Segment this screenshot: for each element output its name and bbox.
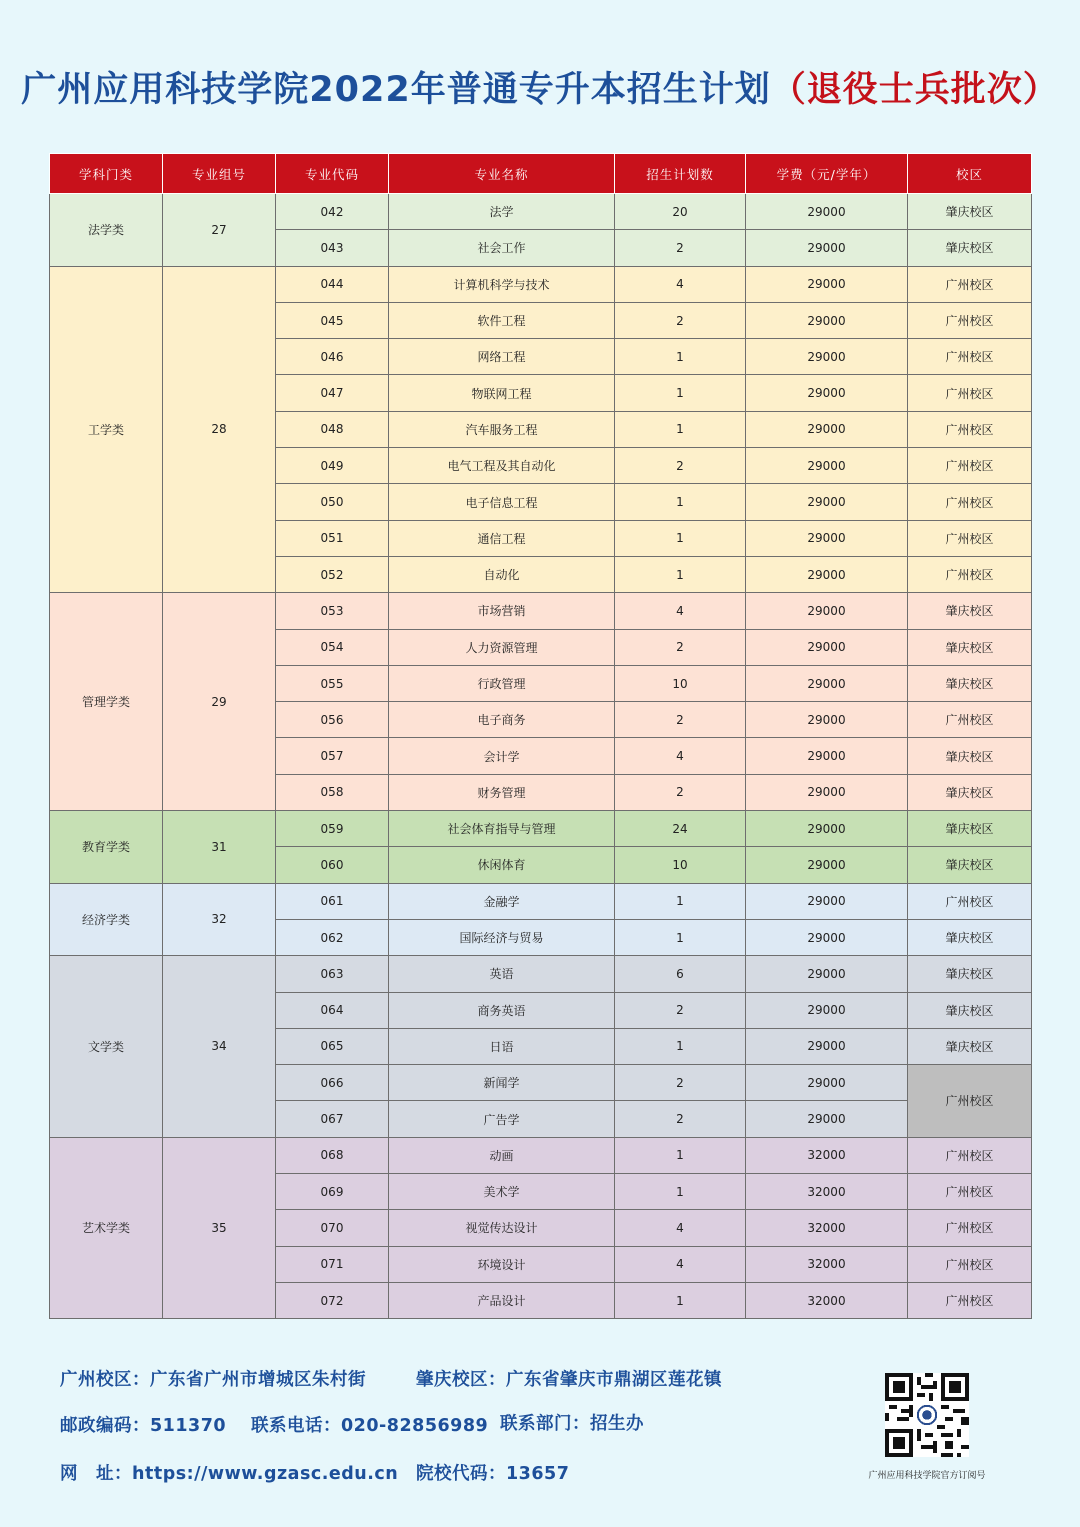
- category-cell: 教育学类: [50, 811, 163, 884]
- major-name-cell: 环境设计: [389, 1246, 615, 1282]
- campus-cell: 广州校区: [908, 484, 1032, 520]
- major-code-cell: 071: [276, 1246, 389, 1282]
- page-title: [0, 62, 1080, 112]
- tuition-cell: 29000: [746, 375, 908, 411]
- tuition-cell: 29000: [746, 593, 908, 629]
- campus-cell: 广州校区: [908, 266, 1032, 302]
- campus-cell: 广州校区: [908, 375, 1032, 411]
- major-name-cell: 电子商务: [389, 702, 615, 738]
- campus-cell: 广州校区: [908, 1065, 1032, 1138]
- major-code-cell: 057: [276, 738, 389, 774]
- plan-count-cell: 1: [615, 484, 746, 520]
- group-number-cell: 32: [163, 883, 276, 956]
- table-row: [50, 956, 1032, 992]
- major-code-cell: 062: [276, 919, 389, 955]
- plan-count-cell: 1: [615, 1028, 746, 1064]
- tuition-cell: 29000: [746, 811, 908, 847]
- campus-cell: 广州校区: [908, 702, 1032, 738]
- major-code-cell: 067: [276, 1101, 389, 1137]
- campus-cell: 肇庆校区: [908, 230, 1032, 266]
- tuition-cell: 29000: [746, 774, 908, 810]
- campus-cell: 肇庆校区: [908, 992, 1032, 1028]
- footer-zhaoqing-campus: 肇庆校区：广东省肇庆市鼎湖区莲花镇: [416, 1370, 722, 1390]
- campus-cell: 肇庆校区: [908, 629, 1032, 665]
- major-name-cell: 日语: [389, 1028, 615, 1064]
- category-cell: 法学类: [50, 194, 163, 267]
- campus-cell: 肇庆校区: [908, 665, 1032, 701]
- plan-count-cell: 1: [615, 1137, 746, 1173]
- plan-count-cell: 2: [615, 629, 746, 665]
- plan-count-cell: 4: [615, 1210, 746, 1246]
- footer-school-code: 院校代码：13657: [416, 1464, 570, 1484]
- plan-count-cell: 4: [615, 593, 746, 629]
- footer-phone: 联系电话：020-82856989: [251, 1416, 489, 1436]
- campus-cell: 广州校区: [908, 448, 1032, 484]
- tuition-cell: 29000: [746, 266, 908, 302]
- group-number-cell: 34: [163, 956, 276, 1137]
- tuition-cell: 29000: [746, 992, 908, 1028]
- table-header-row: [50, 154, 1032, 194]
- tuition-cell: 29000: [746, 302, 908, 338]
- major-code-cell: 068: [276, 1137, 389, 1173]
- group-number-cell: 29: [163, 593, 276, 811]
- major-name-cell: 电气工程及其自动化: [389, 448, 615, 484]
- major-name-cell: 市场营销: [389, 593, 615, 629]
- table-row: [50, 1137, 1032, 1173]
- title-subtitle: （退役士兵批次）: [770, 70, 1059, 110]
- category-cell: 经济学类: [50, 883, 163, 956]
- major-name-cell: 计算机科学与技术: [389, 266, 615, 302]
- major-code-cell: 051: [276, 520, 389, 556]
- major-name-cell: 软件工程: [389, 302, 615, 338]
- plan-count-cell: 1: [615, 556, 746, 592]
- major-name-cell: 物联网工程: [389, 375, 615, 411]
- tuition-cell: 32000: [746, 1282, 908, 1318]
- major-code-cell: 050: [276, 484, 389, 520]
- major-code-cell: 060: [276, 847, 389, 883]
- major-code-cell: 072: [276, 1282, 389, 1318]
- major-code-cell: 045: [276, 302, 389, 338]
- plan-count-cell: 20: [615, 194, 746, 230]
- campus-cell: 广州校区: [908, 411, 1032, 447]
- tuition-cell: 29000: [746, 1065, 908, 1101]
- major-name-cell: 动画: [389, 1137, 615, 1173]
- major-name-cell: 电子信息工程: [389, 484, 615, 520]
- tuition-cell: 29000: [746, 411, 908, 447]
- table-row: [50, 593, 1032, 629]
- tuition-cell: 29000: [746, 1028, 908, 1064]
- major-name-cell: 会计学: [389, 738, 615, 774]
- plan-count-cell: 4: [615, 1246, 746, 1282]
- campus-cell: 广州校区: [908, 302, 1032, 338]
- table-row: [50, 194, 1032, 230]
- major-code-cell: 048: [276, 411, 389, 447]
- tuition-cell: 29000: [746, 702, 908, 738]
- plan-count-cell: 1: [615, 520, 746, 556]
- plan-count-cell: 2: [615, 774, 746, 810]
- major-name-cell: 社会工作: [389, 230, 615, 266]
- footer-guangzhou-campus: 广州校区：广东省广州市增城区朱村街: [60, 1370, 366, 1390]
- campus-cell: 广州校区: [908, 556, 1032, 592]
- major-name-cell: 金融学: [389, 883, 615, 919]
- major-name-cell: 新闻学: [389, 1065, 615, 1101]
- header-plan-count: 招生计划数: [615, 154, 746, 194]
- plan-count-cell: 2: [615, 1101, 746, 1137]
- header-campus: 校区: [908, 154, 1032, 194]
- plan-count-cell: 6: [615, 956, 746, 992]
- tuition-cell: 29000: [746, 665, 908, 701]
- tuition-cell: 29000: [746, 520, 908, 556]
- plan-count-cell: 2: [615, 1065, 746, 1101]
- campus-cell: 肇庆校区: [908, 194, 1032, 230]
- campus-cell: 肇庆校区: [908, 919, 1032, 955]
- tuition-cell: 29000: [746, 919, 908, 955]
- plan-count-cell: 1: [615, 1174, 746, 1210]
- header-major-code: 专业代码: [276, 154, 389, 194]
- major-code-cell: 052: [276, 556, 389, 592]
- campus-cell: 肇庆校区: [908, 811, 1032, 847]
- qr-caption: 广州应用科技学院官方订阅号: [868, 1471, 986, 1481]
- major-code-cell: 042: [276, 194, 389, 230]
- major-name-cell: 网络工程: [389, 339, 615, 375]
- major-code-cell: 064: [276, 992, 389, 1028]
- major-name-cell: 美术学: [389, 1174, 615, 1210]
- major-code-cell: 054: [276, 629, 389, 665]
- tuition-cell: 29000: [746, 448, 908, 484]
- major-name-cell: 财务管理: [389, 774, 615, 810]
- plan-count-cell: 10: [615, 665, 746, 701]
- major-code-cell: 061: [276, 883, 389, 919]
- major-name-cell: 广告学: [389, 1101, 615, 1137]
- group-number-cell: 27: [163, 194, 276, 267]
- footer-department: 联系部门：招生办: [500, 1414, 644, 1434]
- plan-count-cell: 2: [615, 448, 746, 484]
- campus-cell: 肇庆校区: [908, 1028, 1032, 1064]
- major-name-cell: 国际经济与贸易: [389, 919, 615, 955]
- major-code-cell: 043: [276, 230, 389, 266]
- major-code-cell: 056: [276, 702, 389, 738]
- plan-count-cell: 4: [615, 738, 746, 774]
- campus-cell: 广州校区: [908, 1210, 1032, 1246]
- header-major-name: 专业名称: [389, 154, 615, 194]
- plan-count-cell: 2: [615, 702, 746, 738]
- tuition-cell: 29000: [746, 194, 908, 230]
- header-group-number: 专业组号: [163, 154, 276, 194]
- tuition-cell: 29000: [746, 484, 908, 520]
- title-main: 广州应用科技学院2022年普通专升本招生计划: [21, 70, 771, 110]
- footer-website[interactable]: 网 址：https://www.gzasc.edu.cn: [60, 1464, 399, 1484]
- major-name-cell: 法学: [389, 194, 615, 230]
- tuition-cell: 32000: [746, 1246, 908, 1282]
- tuition-cell: 29000: [746, 556, 908, 592]
- major-name-cell: 汽车服务工程: [389, 411, 615, 447]
- major-code-cell: 047: [276, 375, 389, 411]
- campus-cell: 广州校区: [908, 883, 1032, 919]
- group-number-cell: 35: [163, 1137, 276, 1318]
- campus-cell: 广州校区: [908, 1282, 1032, 1318]
- campus-cell: 广州校区: [908, 1246, 1032, 1282]
- major-name-cell: 自动化: [389, 556, 615, 592]
- plan-count-cell: 10: [615, 847, 746, 883]
- major-name-cell: 人力资源管理: [389, 629, 615, 665]
- group-number-cell: 31: [163, 811, 276, 884]
- major-code-cell: 066: [276, 1065, 389, 1101]
- category-cell: 文学类: [50, 956, 163, 1137]
- major-name-cell: 通信工程: [389, 520, 615, 556]
- plan-count-cell: 4: [615, 266, 746, 302]
- major-code-cell: 053: [276, 593, 389, 629]
- tuition-cell: 29000: [746, 1101, 908, 1137]
- campus-cell: 肇庆校区: [908, 847, 1032, 883]
- tuition-cell: 29000: [746, 629, 908, 665]
- header-tuition: 学费（元/学年）: [746, 154, 908, 194]
- campus-cell: 广州校区: [908, 339, 1032, 375]
- table-row: [50, 811, 1032, 847]
- campus-cell: 广州校区: [908, 1137, 1032, 1173]
- campus-cell: 肇庆校区: [908, 956, 1032, 992]
- campus-cell: 广州校区: [908, 1174, 1032, 1210]
- major-code-cell: 059: [276, 811, 389, 847]
- major-code-cell: 058: [276, 774, 389, 810]
- category-cell: 艺术学类: [50, 1137, 163, 1318]
- tuition-cell: 29000: [746, 738, 908, 774]
- major-code-cell: 044: [276, 266, 389, 302]
- tuition-cell: 29000: [746, 847, 908, 883]
- enrollment-plan-table: [49, 153, 1032, 1319]
- footer-postcode: 邮政编码：511370: [60, 1416, 227, 1436]
- category-cell: 工学类: [50, 266, 163, 593]
- campus-cell: 肇庆校区: [908, 593, 1032, 629]
- plan-count-cell: 24: [615, 811, 746, 847]
- campus-cell: 广州校区: [908, 520, 1032, 556]
- table-row: [50, 883, 1032, 919]
- major-code-cell: 046: [276, 339, 389, 375]
- category-cell: 管理学类: [50, 593, 163, 811]
- tuition-cell: 32000: [746, 1137, 908, 1173]
- major-name-cell: 产品设计: [389, 1282, 615, 1318]
- major-code-cell: 065: [276, 1028, 389, 1064]
- major-code-cell: 063: [276, 956, 389, 992]
- plan-count-cell: 1: [615, 411, 746, 447]
- plan-count-cell: 1: [615, 883, 746, 919]
- table-row: [50, 266, 1032, 302]
- plan-count-cell: 2: [615, 992, 746, 1028]
- header-category: 学科门类: [50, 154, 163, 194]
- plan-count-cell: 1: [615, 919, 746, 955]
- tuition-cell: 29000: [746, 230, 908, 266]
- plan-count-cell: 1: [615, 375, 746, 411]
- plan-count-cell: 2: [615, 230, 746, 266]
- qr-code-image: [885, 1373, 969, 1457]
- campus-cell: 肇庆校区: [908, 774, 1032, 810]
- plan-count-cell: 1: [615, 339, 746, 375]
- major-name-cell: 行政管理: [389, 665, 615, 701]
- tuition-cell: 32000: [746, 1174, 908, 1210]
- tuition-cell: 29000: [746, 956, 908, 992]
- major-name-cell: 休闲体育: [389, 847, 615, 883]
- group-number-cell: 28: [163, 266, 276, 593]
- major-code-cell: 070: [276, 1210, 389, 1246]
- tuition-cell: 32000: [746, 1210, 908, 1246]
- major-name-cell: 英语: [389, 956, 615, 992]
- major-name-cell: 商务英语: [389, 992, 615, 1028]
- major-code-cell: 055: [276, 665, 389, 701]
- tuition-cell: 29000: [746, 883, 908, 919]
- major-name-cell: 社会体育指导与管理: [389, 811, 615, 847]
- plan-count-cell: 2: [615, 302, 746, 338]
- major-code-cell: 069: [276, 1174, 389, 1210]
- major-name-cell: 视觉传达设计: [389, 1210, 615, 1246]
- tuition-cell: 29000: [746, 339, 908, 375]
- plan-count-cell: 1: [615, 1282, 746, 1318]
- major-code-cell: 049: [276, 448, 389, 484]
- campus-cell: 肇庆校区: [908, 738, 1032, 774]
